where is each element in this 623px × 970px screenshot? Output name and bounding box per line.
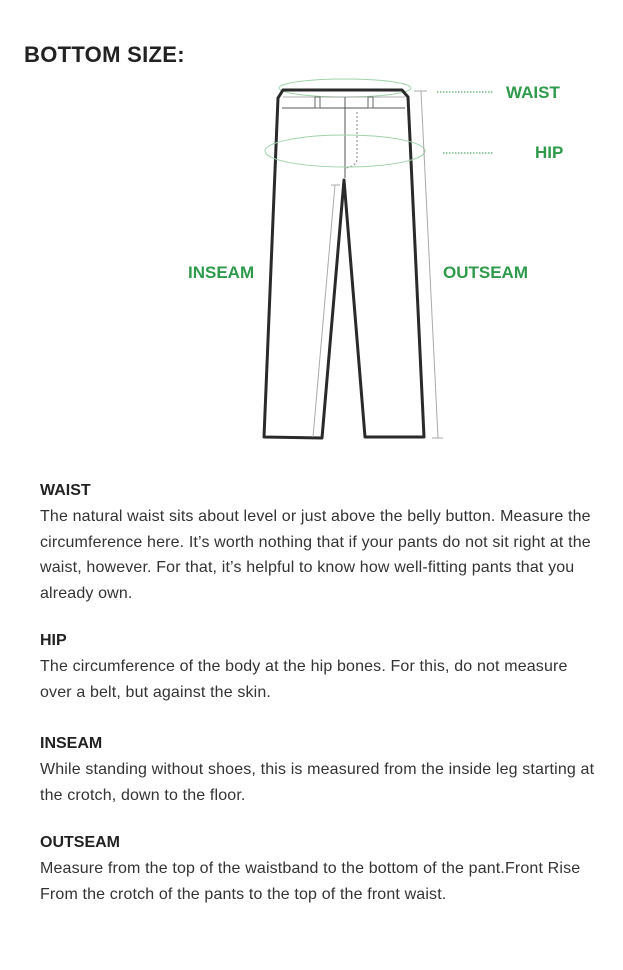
pants-illustration xyxy=(264,79,494,438)
waist-measure-ellipse xyxy=(279,79,411,97)
page-title: BOTTOM SIZE: xyxy=(24,42,185,67)
pants-outline xyxy=(264,90,424,438)
belt-loop xyxy=(368,97,373,108)
section-waist xyxy=(40,482,600,606)
section-text: The natural waist sits about level or just above the belly button. Measure the circumference here. It’s worth nothing that if your pants do not sit right at the waist, however. For that, it’s helpful to know how well-fitting pants that you already own. xyxy=(40,508,591,602)
section-inseam xyxy=(40,735,600,808)
fly-stitch xyxy=(346,112,357,168)
section-text: While standing without shoes, this is measured from the inside leg starting at the crotch, down to the floor. xyxy=(40,761,595,804)
section-heading: WAIST xyxy=(40,482,91,499)
outseam-measure-line xyxy=(421,91,438,438)
hip-label: HIP xyxy=(535,143,564,162)
section-text: Measure from the top of the waistband to the bottom of the pant.Front Rise From the crotch of the pants to the top of the front waist. xyxy=(40,860,581,903)
section-hip xyxy=(40,632,600,705)
belt-loop xyxy=(315,97,320,108)
outseam-label: OUTSEAM xyxy=(443,263,528,282)
section-heading: OUTSEAM xyxy=(40,834,120,851)
section-heading: HIP xyxy=(40,632,67,649)
inseam-label: INSEAM xyxy=(188,263,255,282)
pants-measurement-diagram xyxy=(0,0,623,460)
section-text: The circumference of the body at the hip bones. For this, do not measure over a belt, but against the skin. xyxy=(40,658,568,701)
waist-label: WAIST xyxy=(506,83,560,102)
section-outseam xyxy=(40,834,600,907)
section-heading: INSEAM xyxy=(40,735,103,752)
